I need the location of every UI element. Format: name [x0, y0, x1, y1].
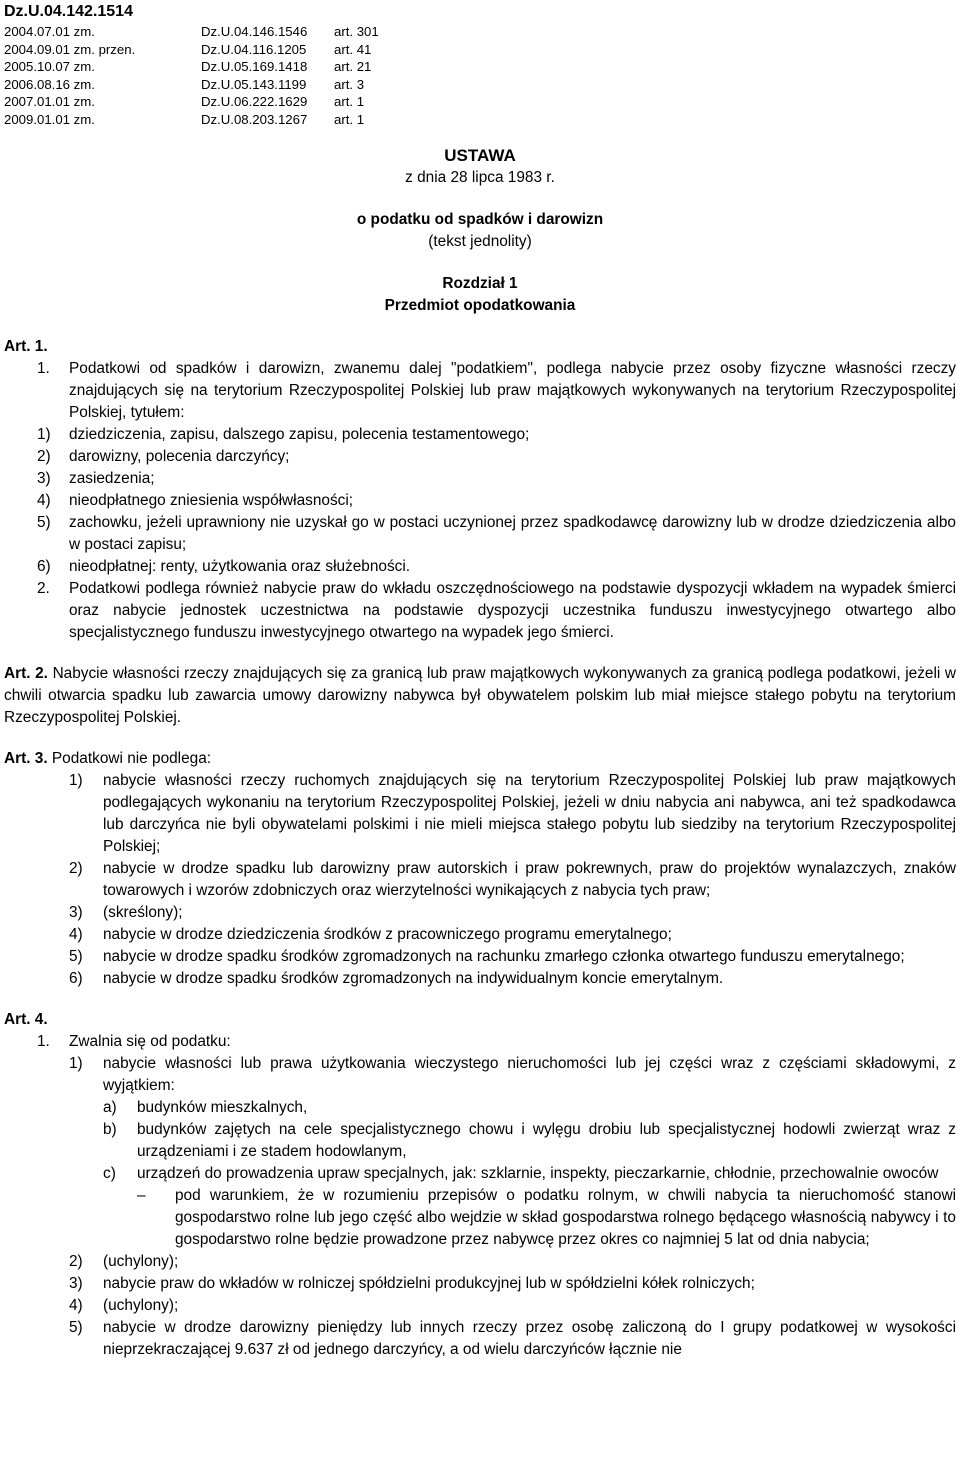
amendment-ref: Dz.U.08.203.1267	[201, 111, 308, 127]
list-item	[4, 902, 956, 924]
amendment-ref: Dz.U.04.146.1546	[201, 24, 308, 39]
amendment-art: art. 301	[334, 24, 379, 39]
amendment-row	[4, 93, 956, 111]
list-item	[4, 468, 956, 490]
amendment-ref: Dz.U.06.222.1629	[201, 94, 308, 110]
letter-item	[4, 1097, 956, 1119]
paragraph-number: 1.	[37, 1032, 50, 1050]
item-text: (uchylony);	[103, 1296, 179, 1314]
list-item	[4, 1251, 956, 1273]
consolidated-note: (tekst jednolity)	[428, 232, 532, 250]
item-number: 1)	[69, 771, 83, 789]
item-number: 4)	[69, 925, 83, 943]
letter-text: budynków zajętych na cele specjalistycznego chowu i wylęgu drobiu lub specjalistycznej hodowli zwierząt wraz z urządzeniami i ze stadem hodowlanym,	[137, 1120, 956, 1160]
list-item	[4, 556, 956, 578]
item-text: nieodpłatnej: renty, użytkowania oraz służebności.	[69, 557, 411, 575]
item-text: zachowku, jeżeli uprawniony nie uzyskał go w postaci uczynionej przez spadkodawcę darowizny lub w drodze dziedziczenia albo w postaci zapisu;	[69, 513, 956, 553]
item-text: dziedziczenia, zapisu, dalszego zapisu, polecenia testamentowego;	[69, 425, 530, 443]
amendment-date: 2006.08.16 zm.	[4, 76, 95, 92]
item-number: 1)	[37, 425, 51, 443]
chapter-number: Rozdział 1	[442, 274, 518, 292]
letter-item	[4, 1119, 956, 1163]
amendment-row	[4, 58, 956, 76]
item-number: 2)	[37, 447, 51, 465]
amendment-ref: Dz.U.05.169.1418	[201, 59, 308, 75]
act-subject: o podatku od spadków i darowizn	[356, 210, 604, 228]
art3-intro: Podatkowi nie podlega:	[51, 749, 212, 767]
dash-marker: –	[137, 1186, 146, 1204]
item-text: nabycie własności rzeczy ruchomych znajdujących się na terytorium Rzeczypospolitej Polskiej lub praw majątkowych podlegających wykonaniu na terytorium Rzeczypospolitej Polskiej, jeżeli w dniu nabycia ani nabywca, ani też spadkodawca lub darczyńca nie byli obywatelami polskimi i nie mieli miejsca stałego pobytu lub siedziby na terytorium Rzeczypospolitej Polskiej;	[103, 771, 956, 855]
paragraph-number: 1.	[37, 359, 50, 377]
letter-label: b)	[103, 1120, 117, 1138]
amendment-date: 2009.01.01 zm.	[4, 111, 95, 127]
paragraph-text: Podatkowi od spadków i darowizn, zwanemu dalej "podatkiem", podlega nabycie przez osoby fizyczne własności rzeczy znajdujących się na terytorium Rzeczypospolitej Polskiej lub praw majątkowych wykonywanych na terytorium Rzeczypospolitej Polskiej, tytułem:	[69, 359, 956, 421]
item-text: nieodpłatnego zniesienia współwłasności;	[69, 491, 354, 509]
title-block	[4, 145, 956, 317]
amendments-list	[4, 23, 956, 129]
art3-heading: Art. 3.	[4, 749, 48, 767]
art1-paragraph-2	[4, 578, 956, 644]
amendment-row	[4, 76, 956, 94]
item-number: 5)	[69, 1318, 83, 1336]
item-text: zasiedzenia;	[69, 469, 155, 487]
dash-item	[4, 1185, 956, 1251]
item-text: nabycie w drodze darowizny pieniędzy lub innych rzeczy przez osobę zaliczoną do I grupy podatkowej w wysokości nieprzekraczającej 9.637 zł od jednego darczyńcy, a od wielu darczyńców łącznie nie	[103, 1318, 956, 1358]
amendment-ref: Dz.U.05.143.1199	[201, 76, 307, 92]
paragraph-number: 2.	[37, 579, 50, 597]
art1-heading: Art. 1.	[4, 337, 48, 355]
amendment-date: 2005.10.07 zm.	[4, 59, 95, 75]
list-item	[4, 946, 956, 968]
list-item	[4, 1273, 956, 1295]
paragraph-text: Podatkowi podlega również nabycie praw do wkładu oszczędnościowego na podstawie dyspozycji wkładem na wypadek śmierci oraz nabycie jednostek uczestnictwa na podstawie dyspozycji uczestnika funduszu inwestycyjnego otwartego albo specjalistycznego funduszu inwestycyjnego otwartego na wypadek jego śmierci.	[69, 579, 956, 641]
list-item	[4, 858, 956, 902]
list-item	[4, 424, 956, 446]
item-number: 4)	[69, 1296, 83, 1314]
item-text: (uchylony);	[103, 1252, 179, 1270]
item-number: 6)	[69, 969, 83, 987]
item-text: nabycie w drodze dziedziczenia środków z pracowniczego programu emerytalnego;	[103, 925, 672, 943]
item-number: 6)	[37, 557, 51, 575]
item-number: 3)	[69, 1274, 83, 1292]
document-page	[4, 0, 956, 1361]
amendment-art: art. 21	[334, 59, 372, 75]
item-text: nabycie w drodze spadku środków zgromadzonych na rachunku zmarłego członka otwartego funduszu emerytalnego;	[103, 947, 905, 965]
amendment-date: 2004.09.01 zm. przen.	[4, 41, 136, 57]
item-text: nabycie w drodze spadku lub darowizny praw autorskich i praw pokrewnych, praw do projektów wynalazczych, znaków towarowych i wzorów zdobniczych oraz wierzytelności wynikających z nabycia tych praw;	[103, 859, 956, 899]
letter-label: a)	[103, 1098, 117, 1116]
art4-heading: Art. 4.	[4, 1010, 48, 1028]
art4-paragraph-1	[4, 1031, 956, 1053]
list-item	[4, 446, 956, 468]
item-text: nabycie własności lub prawa użytkowania wieczystego nieruchomości lub jej części wraz z częściami składowymi, z wyjątkiem:	[103, 1054, 956, 1094]
letter-label: c)	[103, 1164, 116, 1182]
list-item	[4, 924, 956, 946]
list-item	[4, 968, 956, 990]
chapter-title: Przedmiot opodatkowania	[384, 296, 576, 314]
amendment-ref: Dz.U.04.116.1205	[201, 41, 307, 57]
item-number: 5)	[69, 947, 83, 965]
item-number: 2)	[69, 1252, 83, 1270]
letter-text: budynków mieszkalnych,	[137, 1098, 308, 1116]
act-date: z dnia 28 lipca 1983 r.	[405, 168, 555, 186]
amendment-row	[4, 111, 956, 129]
item-text: nabycie praw do wkładów w rolniczej spółdzielni produkcyjnej lub w spółdzielni kółek rolniczych;	[103, 1274, 755, 1292]
item-number: 4)	[37, 491, 51, 509]
item-number: 5)	[37, 513, 51, 531]
list-item	[4, 770, 956, 858]
amendment-art: art. 3	[334, 76, 365, 92]
amendment-date: 2007.01.01 zm.	[4, 94, 95, 110]
document-id: Dz.U.04.142.1514	[4, 3, 133, 20]
letter-text: urządzeń do prowadzenia upraw specjalnych, jak: szklarnie, inspekty, pieczarkarnie, chłodnie, przechowalnie owoców	[137, 1164, 939, 1182]
list-item	[4, 1053, 956, 1097]
dash-text: pod warunkiem, że w rozumieniu przepisów o podatku rolnym, w chwili nabycia ta nieruchomość stanowi gospodarstwo rolne lub jego część albo wejdzie w skład gospodarstwa rolnego będącego własnością nabywcy i to gospodarstwo rolne będzie prowadzone przez nabywcę przez okres co najmniej 5 lat od dnia nabycia;	[175, 1186, 956, 1248]
item-text: nabycie w drodze spadku środków zgromadzonych na indywidualnym koncie emerytalnym.	[103, 969, 724, 987]
amendment-art: art. 1	[334, 111, 365, 127]
art2-text: Nabycie własności rzeczy znajdujących się za granicą lub praw majątkowych wykonywanych za granicą podlega podatkowi, jeżeli w chwili otwarcia spadku lub zawarcia umowy darowizny nabywca był obywatelem polskim lub miał miejsce stałego pobytu na terytorium Rzeczypospolitej Polskiej.	[4, 664, 957, 726]
art1-paragraph-1	[4, 358, 956, 424]
act-type: USTAWA	[444, 145, 516, 165]
amendment-row	[4, 41, 956, 59]
amendment-row	[4, 23, 956, 41]
paragraph-text: Zwalnia się od podatku:	[69, 1032, 231, 1050]
amendment-art: art. 41	[334, 41, 372, 57]
list-item	[4, 1295, 956, 1317]
letter-item	[4, 1163, 956, 1185]
art3-intro-line	[4, 748, 956, 770]
item-text: darowizny, polecenia darczyńcy;	[69, 447, 290, 465]
item-text: (skreślony);	[103, 903, 183, 921]
item-number: 3)	[37, 469, 51, 487]
item-number: 3)	[69, 903, 83, 921]
art2-paragraph	[4, 663, 956, 729]
art2-heading: Art. 2.	[4, 664, 48, 682]
list-item	[4, 490, 956, 512]
item-number: 1)	[69, 1054, 83, 1072]
amendment-art: art. 1	[334, 94, 365, 110]
amendment-date: 2004.07.01 zm.	[4, 24, 95, 39]
list-item	[4, 512, 956, 556]
item-number: 2)	[69, 859, 83, 877]
list-item	[4, 1317, 956, 1361]
